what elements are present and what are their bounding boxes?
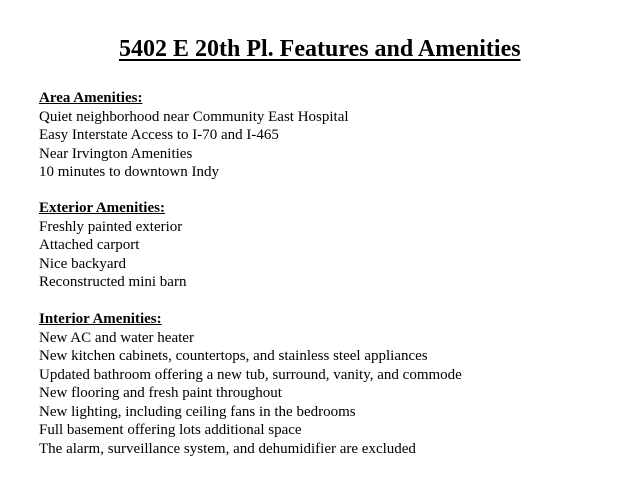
list-item: Near Irvington Amenities xyxy=(39,145,193,162)
list-item: New AC and water heater xyxy=(39,329,194,346)
interior-amenities-list xyxy=(39,329,462,459)
list-item: Freshly painted exterior xyxy=(39,218,183,235)
area-amenities-list xyxy=(39,108,349,182)
list-item: Full basement offering lots additional space xyxy=(39,422,302,438)
list-item: Attached carport xyxy=(39,237,140,253)
list-item: Easy Interstate Access to I-70 and I-465 xyxy=(39,127,279,143)
list-item: Quiet neighborhood near Community East Hospital xyxy=(39,108,349,125)
list-item: The alarm, surveillance system, and dehumidifier are excluded xyxy=(39,440,416,457)
exterior-amenities-section xyxy=(39,199,186,292)
list-item: New kitchen cabinets, countertops, and stainless steel appliances xyxy=(39,348,428,364)
list-item: New lighting, including ceiling fans in the bedrooms xyxy=(39,403,356,420)
list-item: Updated bathroom offering a new tub, surround, vanity, and commode xyxy=(39,366,462,383)
section-heading: Area Amenities: xyxy=(39,90,143,106)
area-amenities-section xyxy=(39,89,349,182)
document-title: 5402 E 20th Pl. Features and Amenities xyxy=(119,36,521,62)
list-item: New flooring and fresh paint throughout xyxy=(39,385,282,401)
exterior-amenities-list xyxy=(39,218,186,292)
list-item: 10 minutes to downtown Indy xyxy=(39,164,219,180)
interior-amenities-section xyxy=(39,310,462,458)
list-item: Nice backyard xyxy=(39,255,127,272)
list-item: Reconstructed mini barn xyxy=(39,274,187,290)
section-heading: Interior Amenities: xyxy=(39,311,162,327)
section-heading: Exterior Amenities: xyxy=(39,200,165,216)
